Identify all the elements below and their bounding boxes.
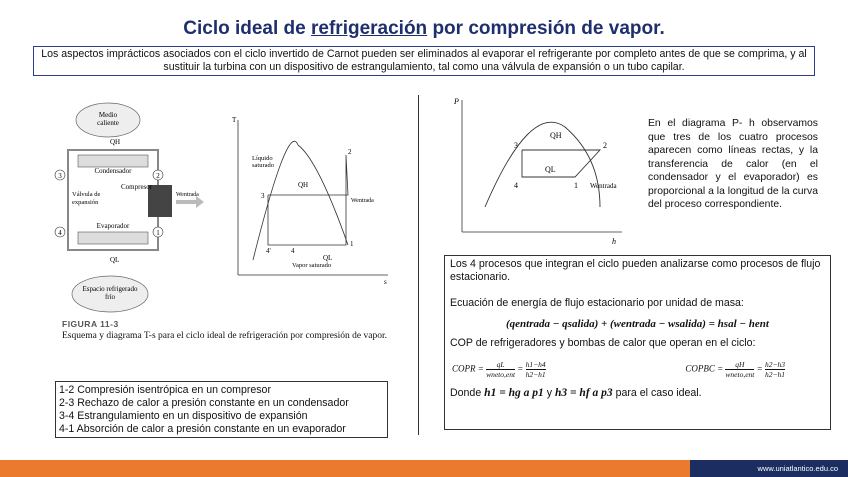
ts-point-4p: 4' bbox=[266, 247, 271, 255]
cold-label-1: Espacio refrigerado bbox=[82, 285, 138, 293]
process-list-box bbox=[55, 381, 388, 438]
process-item-2: 2-3 Rechazo de calor a presión constante en un condensador bbox=[59, 397, 349, 409]
ph-dome bbox=[485, 122, 600, 207]
process-item-1: 1-2 Compresión isentrópica en un compresor bbox=[59, 384, 271, 396]
footer-orange-band bbox=[0, 460, 690, 477]
box-paragraph-1: Los 4 procesos que integran el ciclo pueden analizarse como procesos de flujo estacionario. bbox=[450, 258, 821, 283]
ts-s-label: s bbox=[384, 278, 387, 286]
ts-vapor-label: Vapor saturado bbox=[292, 262, 332, 269]
ph-diagram bbox=[450, 92, 625, 250]
ql-label-left: QL bbox=[110, 256, 120, 264]
footer-bar bbox=[0, 460, 848, 477]
ph-qh-label: QH bbox=[550, 131, 562, 140]
ph-p-label: P bbox=[454, 97, 459, 106]
page-title: Ciclo ideal de refrigeración por compresión de vapor. bbox=[183, 18, 665, 39]
figure-caption bbox=[62, 318, 387, 342]
ph-cycle bbox=[522, 150, 600, 177]
evaporator-coil bbox=[78, 232, 148, 244]
refrigeration-cycle-figure bbox=[48, 100, 398, 330]
ts-ql-label: QL bbox=[323, 254, 333, 262]
ph-ql-label: QL bbox=[545, 165, 556, 174]
ts-point-4: 4 bbox=[291, 247, 295, 255]
cold-label-2: frío bbox=[104, 293, 116, 301]
column-divider bbox=[418, 95, 419, 435]
box-paragraph-2: Ecuación de energía de flujo estacionario por unidad de masa: bbox=[450, 297, 744, 309]
ph-point-2: 2 bbox=[603, 141, 607, 150]
ts-w-label: Wentrada bbox=[351, 198, 374, 204]
svg-text:1: 1 bbox=[156, 229, 160, 237]
energy-equation: (qentrada − qsalida) + (wentrada − wsalida) = hsal − hent bbox=[506, 318, 769, 330]
ts-point-2: 2 bbox=[348, 148, 352, 156]
process-item-3: 3-4 Estrangulamiento en un dispositivo de expansión bbox=[59, 410, 308, 422]
ts-liquid-1: Líquido bbox=[252, 155, 273, 162]
ts-cycle-lines bbox=[268, 155, 348, 245]
ts-t-label: T bbox=[232, 116, 237, 124]
ph-description: En el diagrama P- h observamos que tres de los cuatro procesos aparecen como líneas rectas, y la transferencia de calor (en el condensador y el evaporador) es proporcional a la longitud de la curva del proceso correspondiente. bbox=[648, 118, 818, 210]
valve-label-1: Válvula de bbox=[72, 191, 101, 198]
condenser-label: Condensador bbox=[94, 167, 132, 175]
valve-label-2: expansión bbox=[72, 199, 99, 206]
ts-liquid-2: saturado bbox=[252, 162, 275, 169]
hot-label-1: Medio bbox=[98, 111, 118, 119]
ts-qh-label: QH bbox=[298, 181, 309, 189]
evaporator-label: Evaporador bbox=[96, 222, 130, 230]
caption-text: Esquema y diagrama T-s para el ciclo ideal de refrigeración por compresión de vapor. bbox=[62, 331, 387, 341]
cop-bc-equation: COPBC = $\frac{qH}{\text{wneto,ent}}$ = $\frac{h2-h3}{h2-h1}$ bbox=[685, 360, 785, 379]
ts-point-3: 3 bbox=[261, 192, 265, 200]
w-label-left: Wentrada bbox=[176, 192, 199, 198]
footer-url[interactable]: www.uniatlantico.edu.co bbox=[690, 460, 848, 477]
donde-line: Donde h1 = hg a p1 y h3 = hf a p3 para el caso ideal. bbox=[450, 387, 702, 399]
caption-label: FIGURA 11-3 bbox=[62, 319, 119, 329]
hot-label-2: caliente bbox=[97, 119, 119, 127]
cop-equations bbox=[450, 360, 825, 379]
ph-point-4: 4 bbox=[514, 181, 518, 190]
condenser-coil bbox=[78, 155, 148, 167]
ph-h-label: h bbox=[612, 237, 616, 246]
ph-point-1: 1 bbox=[574, 181, 578, 190]
ph-point-3: 3 bbox=[514, 141, 518, 150]
ts-point-1: 1 bbox=[350, 240, 354, 248]
intro-box: Los aspectos imprácticos asociados con el ciclo invertido de Carnot pueden ser eliminados al evaporar el refrigerante por completo antes de que se comprima, y al sustituir la turbina con un dispositivo de estrangulamiento, tal como una válvula de expansión o un tubo capilar. bbox=[33, 46, 815, 76]
qh-label-left: QH bbox=[110, 138, 121, 146]
cop-r-equation: COPR = $\frac{qL}{\text{wneto,ent}}$ = $\frac{h1-h4}{h2-h1}$ bbox=[452, 360, 546, 379]
ph-w-label: Wentrada bbox=[590, 182, 617, 190]
process-item-4: 4-1 Absorción de calor a presión constante en un evaporador bbox=[59, 423, 346, 435]
box-paragraph-3: COP de refrigeradores y bombas de calor que operan en el ciclo: bbox=[450, 337, 756, 349]
cycle-analysis-box bbox=[444, 255, 831, 430]
svg-text:3: 3 bbox=[58, 172, 62, 180]
compressor-label: Compresor bbox=[121, 183, 153, 191]
svg-text:2: 2 bbox=[156, 172, 160, 180]
svg-text:4: 4 bbox=[58, 229, 62, 237]
